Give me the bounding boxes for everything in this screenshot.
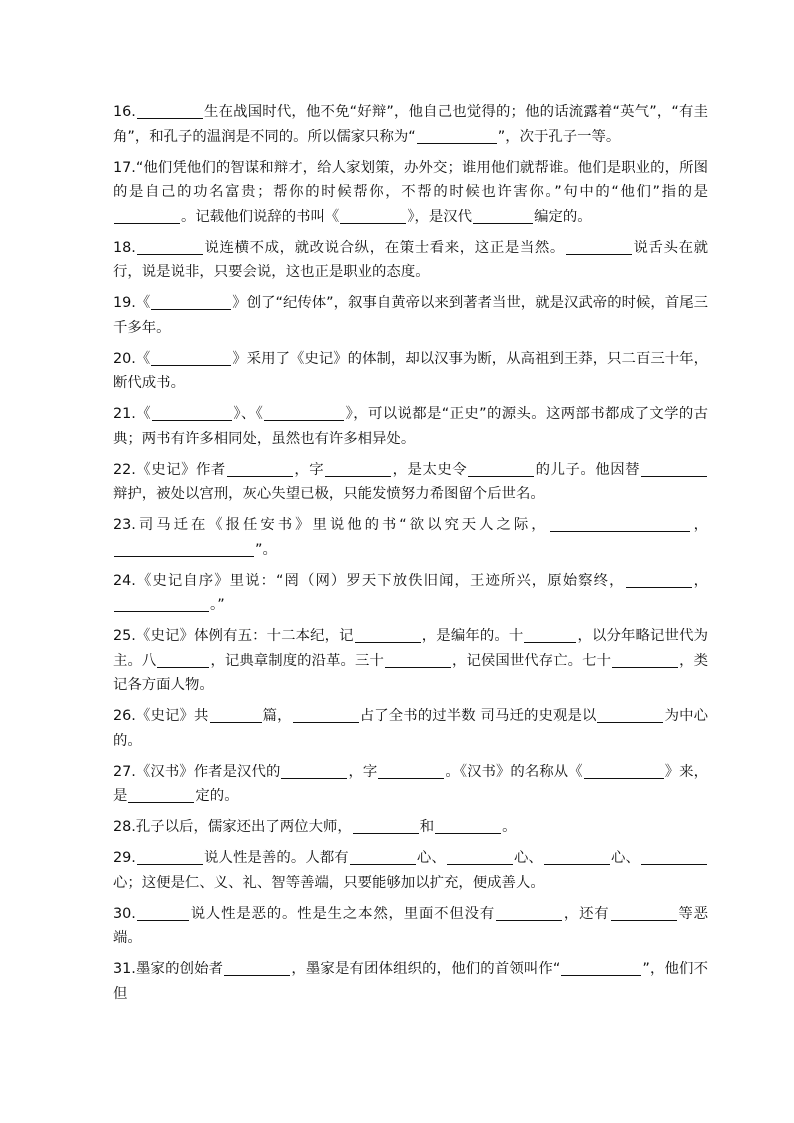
question-text: 生在战国时代，他不免“好辩”，他自己也觉得的；他的话流露着“英气”，“有圭角”，和孔子的温润是不同的。所以儒家只称为“	[113, 104, 708, 145]
question-text: 》、《	[233, 406, 264, 422]
question-text: 30.	[113, 905, 136, 922]
fill-in-blank[interactable]	[626, 570, 692, 588]
question-text: 17.“他们凭他们的智谋和辩才，给人家划策，办外交；谁用他们就帮谁。他们是职业的，所图的是自己的功名富贵；帮你的时候帮你，不帮的时候也许害你。”句中的“他们”指的是	[113, 159, 708, 200]
fill-in-blank[interactable]	[355, 625, 421, 643]
fill-in-blank[interactable]	[293, 705, 359, 723]
question-q27	[113, 760, 708, 809]
fill-in-blank[interactable]	[152, 403, 232, 421]
fill-in-blank[interactable]	[597, 705, 663, 723]
fill-in-blank[interactable]	[114, 594, 209, 612]
question-text: ，是太史令	[392, 461, 468, 478]
question-text: 》创了“纪传体”，叙事自黄帝以来到著者当世，就是汉武帝的时候，首尾三千多年。	[113, 295, 708, 336]
fill-in-blank[interactable]	[550, 514, 690, 532]
question-text: ，记典章制度的沿革。三十	[210, 652, 384, 669]
fill-in-blank[interactable]	[114, 206, 180, 224]
question-q28	[113, 815, 708, 840]
question-text: 辩护，被处以宫刑，灰心失望已极，只能发愤努力希图留个后世名。	[113, 486, 545, 502]
fill-in-blank[interactable]	[378, 761, 444, 779]
question-text: 。记载他们说辞的书叫《	[181, 208, 340, 225]
question-text: 和	[419, 819, 435, 835]
fill-in-blank[interactable]	[435, 816, 501, 834]
question-text: 的儿子。他因替	[535, 461, 640, 478]
question-text: 。”	[210, 597, 225, 613]
question-text: ，字	[348, 763, 378, 780]
fill-in-blank[interactable]	[210, 705, 262, 723]
question-text: 。《汉书》的名称从《	[445, 763, 583, 780]
fill-in-blank[interactable]	[224, 958, 290, 976]
question-text: 》，可以说都是“正史”的源头。这两部书都成了文学的古典；两书有许多相同处，虽然也有许多相异处。	[113, 406, 709, 447]
fill-in-blank[interactable]	[137, 101, 203, 119]
question-text: 25.《史记》体例有五：十二本纪，记	[113, 628, 354, 644]
fill-in-blank[interactable]	[611, 903, 677, 921]
fill-in-blank[interactable]	[137, 903, 189, 921]
question-text: 》，是汉代	[407, 208, 473, 225]
question-text: 19.《	[113, 295, 151, 311]
question-q23	[113, 513, 708, 562]
question-text: 心、	[610, 850, 640, 866]
question-text: 16.	[113, 104, 136, 120]
fill-in-blank[interactable]	[641, 847, 707, 865]
question-text: ，是编年的。十	[421, 628, 524, 644]
question-text: 等恶端。	[113, 905, 708, 946]
question-text: 为中心的。	[113, 708, 708, 749]
question-text: 23.司马迁在《报任安书》里说他的书“欲以究天人之际，	[113, 517, 549, 533]
question-text: ”，他们不但	[113, 961, 708, 1002]
fill-in-blank[interactable]	[544, 847, 610, 865]
question-q30	[113, 902, 708, 951]
fill-in-blank[interactable]	[151, 348, 231, 366]
fill-in-blank[interactable]	[350, 847, 416, 865]
question-text: ，	[692, 572, 708, 589]
question-text: ，字	[293, 461, 325, 478]
question-text: 占了全书的过半数 司马迁的史观是以	[359, 708, 597, 724]
question-text: ，墨家是有团体组织的，他们的首领叫作“	[291, 961, 561, 977]
question-text: 31.墨家的创始者	[113, 961, 224, 977]
question-q19	[113, 291, 708, 340]
fill-in-blank[interactable]	[264, 403, 344, 421]
fill-in-blank[interactable]	[151, 292, 231, 310]
question-text: 26.《史记》共	[113, 708, 209, 724]
question-text: ，类记各方面人物。	[113, 652, 708, 693]
question-text: 说人性是善的。人都有	[203, 850, 349, 866]
fill-in-blank[interactable]	[561, 958, 641, 976]
question-text: ，记侯国世代存亡。七十	[451, 652, 612, 669]
fill-in-blank[interactable]	[496, 903, 562, 921]
fill-in-blank[interactable]	[325, 459, 391, 477]
question-text: 22.《史记》作者	[113, 461, 226, 478]
question-text: 18.	[113, 239, 136, 256]
question-text: 说舌头在就行，说是说非，只要会说，这也正是职业的态度。	[113, 239, 708, 280]
fill-in-blank[interactable]	[566, 237, 632, 255]
fill-in-blank[interactable]	[417, 126, 497, 144]
question-text: ，以分年略记世代为主。八	[113, 628, 708, 669]
question-text: 说连横不成，就改说合纵，在策士看来，这正是当然。	[203, 239, 565, 256]
fill-in-blank[interactable]	[473, 206, 533, 224]
question-q29	[113, 846, 708, 895]
question-q25	[113, 624, 708, 698]
question-text: 定的。	[195, 788, 239, 804]
question-text: 28.孔子以后，儒家还出了两位大师，	[113, 819, 352, 835]
fill-in-blank[interactable]	[385, 650, 451, 668]
fill-in-blank[interactable]	[157, 650, 209, 668]
fill-in-blank[interactable]	[114, 539, 254, 557]
fill-in-blank[interactable]	[584, 761, 664, 779]
question-text: ，还有	[563, 905, 610, 922]
fill-in-blank[interactable]	[641, 459, 707, 477]
question-text: 心；这便是仁、义、礼、智等善端，只要能够加以扩充，便成善人。	[113, 874, 545, 891]
fill-in-blank[interactable]	[468, 459, 534, 477]
question-text: 29.	[113, 850, 136, 866]
question-q17	[113, 156, 708, 230]
fill-in-blank[interactable]	[137, 237, 203, 255]
question-q26	[113, 704, 708, 753]
question-q31	[113, 957, 708, 1006]
question-q16	[113, 100, 708, 149]
fill-in-blank[interactable]	[281, 761, 347, 779]
question-text: 编定的。	[534, 208, 592, 225]
question-q24	[113, 569, 708, 618]
question-text: ”。	[255, 541, 277, 558]
question-text: ”，次于孔子一等。	[497, 128, 621, 145]
fill-in-blank[interactable]	[137, 847, 203, 865]
question-text: 21.《	[113, 406, 152, 422]
question-text: 》采用了《史记》的体制，却以汉事为断，从高祖到王莽，只二百三十年，断代成书。	[113, 350, 708, 391]
fill-in-blank[interactable]	[227, 459, 293, 477]
question-text: 心、	[513, 850, 543, 866]
question-q18	[113, 236, 708, 285]
question-text: 篇，	[262, 708, 292, 724]
fill-in-blank[interactable]	[524, 625, 576, 643]
question-text: 》来，是	[113, 763, 708, 804]
question-q22	[113, 458, 708, 507]
question-q21	[113, 402, 708, 451]
fill-in-blank[interactable]	[612, 650, 678, 668]
question-text: ，	[690, 517, 708, 533]
question-q20	[113, 347, 708, 396]
fill-in-blank[interactable]	[128, 785, 194, 803]
question-list	[113, 100, 708, 1013]
question-text: 27.《汉书》作者是汉代的	[113, 763, 281, 780]
question-text: 20.《	[113, 350, 151, 367]
question-text: 心、	[416, 850, 446, 866]
question-text: 24.《史记自序》里说：“罔（网）罗天下放佚旧闻，王迹所兴，原始察终，	[113, 572, 625, 589]
question-text: 。	[502, 819, 517, 835]
fill-in-blank[interactable]	[340, 206, 406, 224]
question-text: 说人性是恶的。性是生之本然，里面不但没有	[189, 905, 496, 922]
fill-in-blank[interactable]	[353, 816, 419, 834]
fill-in-blank[interactable]	[447, 847, 513, 865]
